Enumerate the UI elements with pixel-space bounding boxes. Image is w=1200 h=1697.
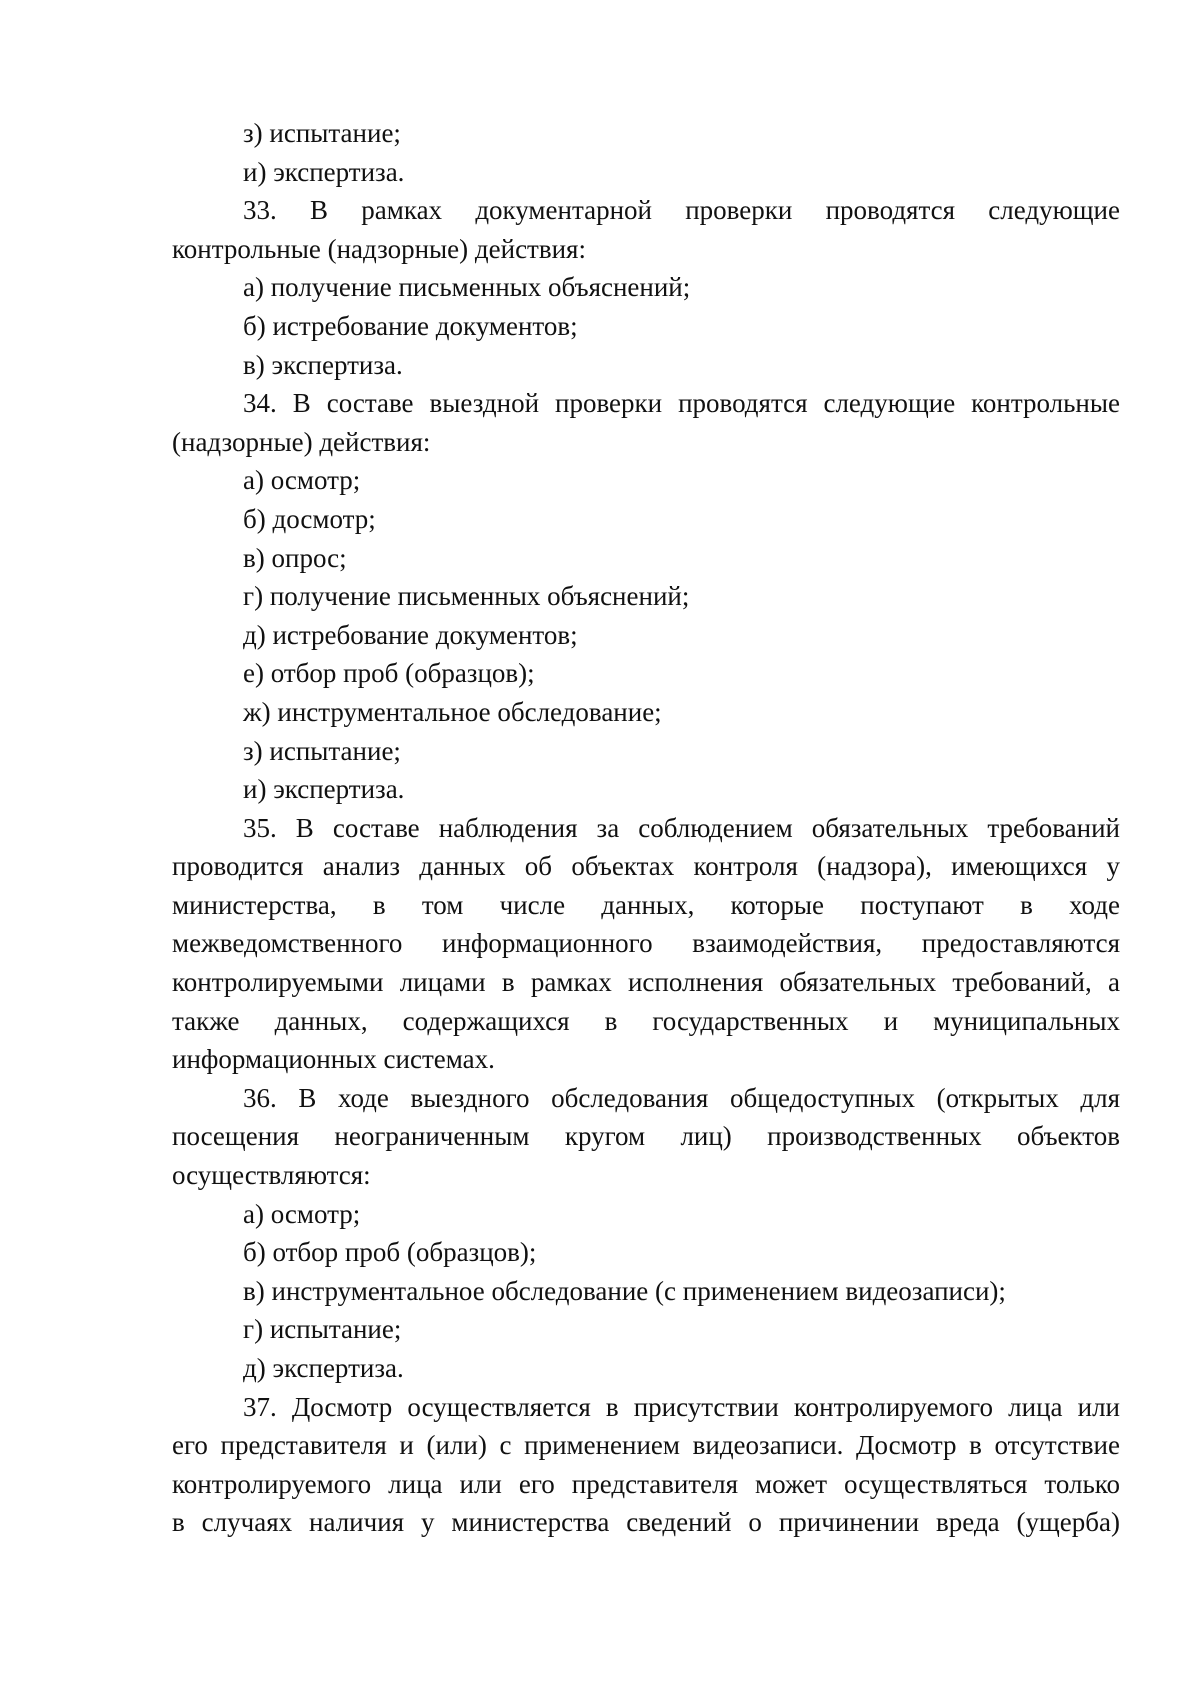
paragraph-line: информационных системах.: [172, 1044, 495, 1075]
list-item: з) испытание;: [243, 118, 401, 148]
paragraph-line: 34. В составе выездной проверки проводятся следующие контрольные: [243, 388, 1120, 419]
list-item: е) отбор проб (образцов);: [243, 658, 535, 689]
list-item: в) инструментальное обследование (с применением видеозаписи);: [243, 1275, 1006, 1306]
list-item: г) получение письменных объяснений;: [243, 581, 690, 612]
paragraph-line: 35. В составе наблюдения за соблюдением обязательных требований: [243, 812, 1120, 843]
paragraph-line: контрольные (надзорные) действия:: [172, 233, 586, 264]
list-item: а) осмотр;: [243, 465, 361, 496]
paragraph-line: посещения неограниченным кругом лиц) производственных объектов: [172, 1121, 1120, 1152]
list-item: б) досмотр;: [243, 503, 376, 534]
paragraph-line: его представителя и (или) с применением видеозаписи. Досмотр в отсутствие: [172, 1430, 1120, 1461]
paragraph-line: контролируемого лица или его представителя может осуществляться только: [172, 1468, 1120, 1499]
list-item: и) экспертиза.: [243, 156, 405, 187]
list-item: з) испытание;: [243, 735, 401, 766]
list-item: д) истребование документов;: [243, 619, 578, 650]
list-item: а) осмотр;: [243, 1198, 361, 1229]
list-item: г) испытание;: [243, 1314, 402, 1345]
paragraph-line: (надзорные) действия:: [172, 426, 431, 457]
list-item: в) экспертиза.: [243, 349, 403, 380]
list-item: а) получение письменных объяснений;: [243, 272, 691, 303]
paragraph-line: 36. В ходе выездного обследования общедоступных (открытых для: [243, 1082, 1120, 1113]
paragraph-line: осуществляются:: [172, 1160, 371, 1191]
paragraph-line: 37. Досмотр осуществляется в присутствии контролируемого лица или: [243, 1391, 1120, 1422]
document-body: [172, 114, 1120, 1542]
paragraph-line: 33. В рамках документарной проверки проводятся следующие: [243, 195, 1120, 226]
list-item: в) опрос;: [243, 542, 347, 573]
paragraph-line: контролируемыми лицами в рамках исполнения обязательных требований, а: [172, 967, 1120, 998]
list-item: д) экспертиза.: [243, 1353, 404, 1383]
list-item: ж) инструментальное обследование;: [243, 696, 662, 727]
list-item: б) отбор проб (образцов);: [243, 1237, 537, 1268]
paragraph-line: проводится анализ данных об объектах контроля (надзора), имеющихся у: [172, 851, 1120, 882]
list-item: б) истребование документов;: [243, 310, 578, 341]
list-item: и) экспертиза.: [243, 774, 405, 805]
paragraph-line: межведомственного информационного взаимодействия, предоставляются: [172, 928, 1120, 959]
paragraph-line: министерства, в том числе данных, которые поступают в ходе: [172, 889, 1120, 920]
paragraph-line: в случаях наличия у министерства сведений о причинении вреда (ущерба): [172, 1507, 1120, 1538]
paragraph-line: также данных, содержащихся в государственных и муниципальных: [172, 1005, 1120, 1036]
